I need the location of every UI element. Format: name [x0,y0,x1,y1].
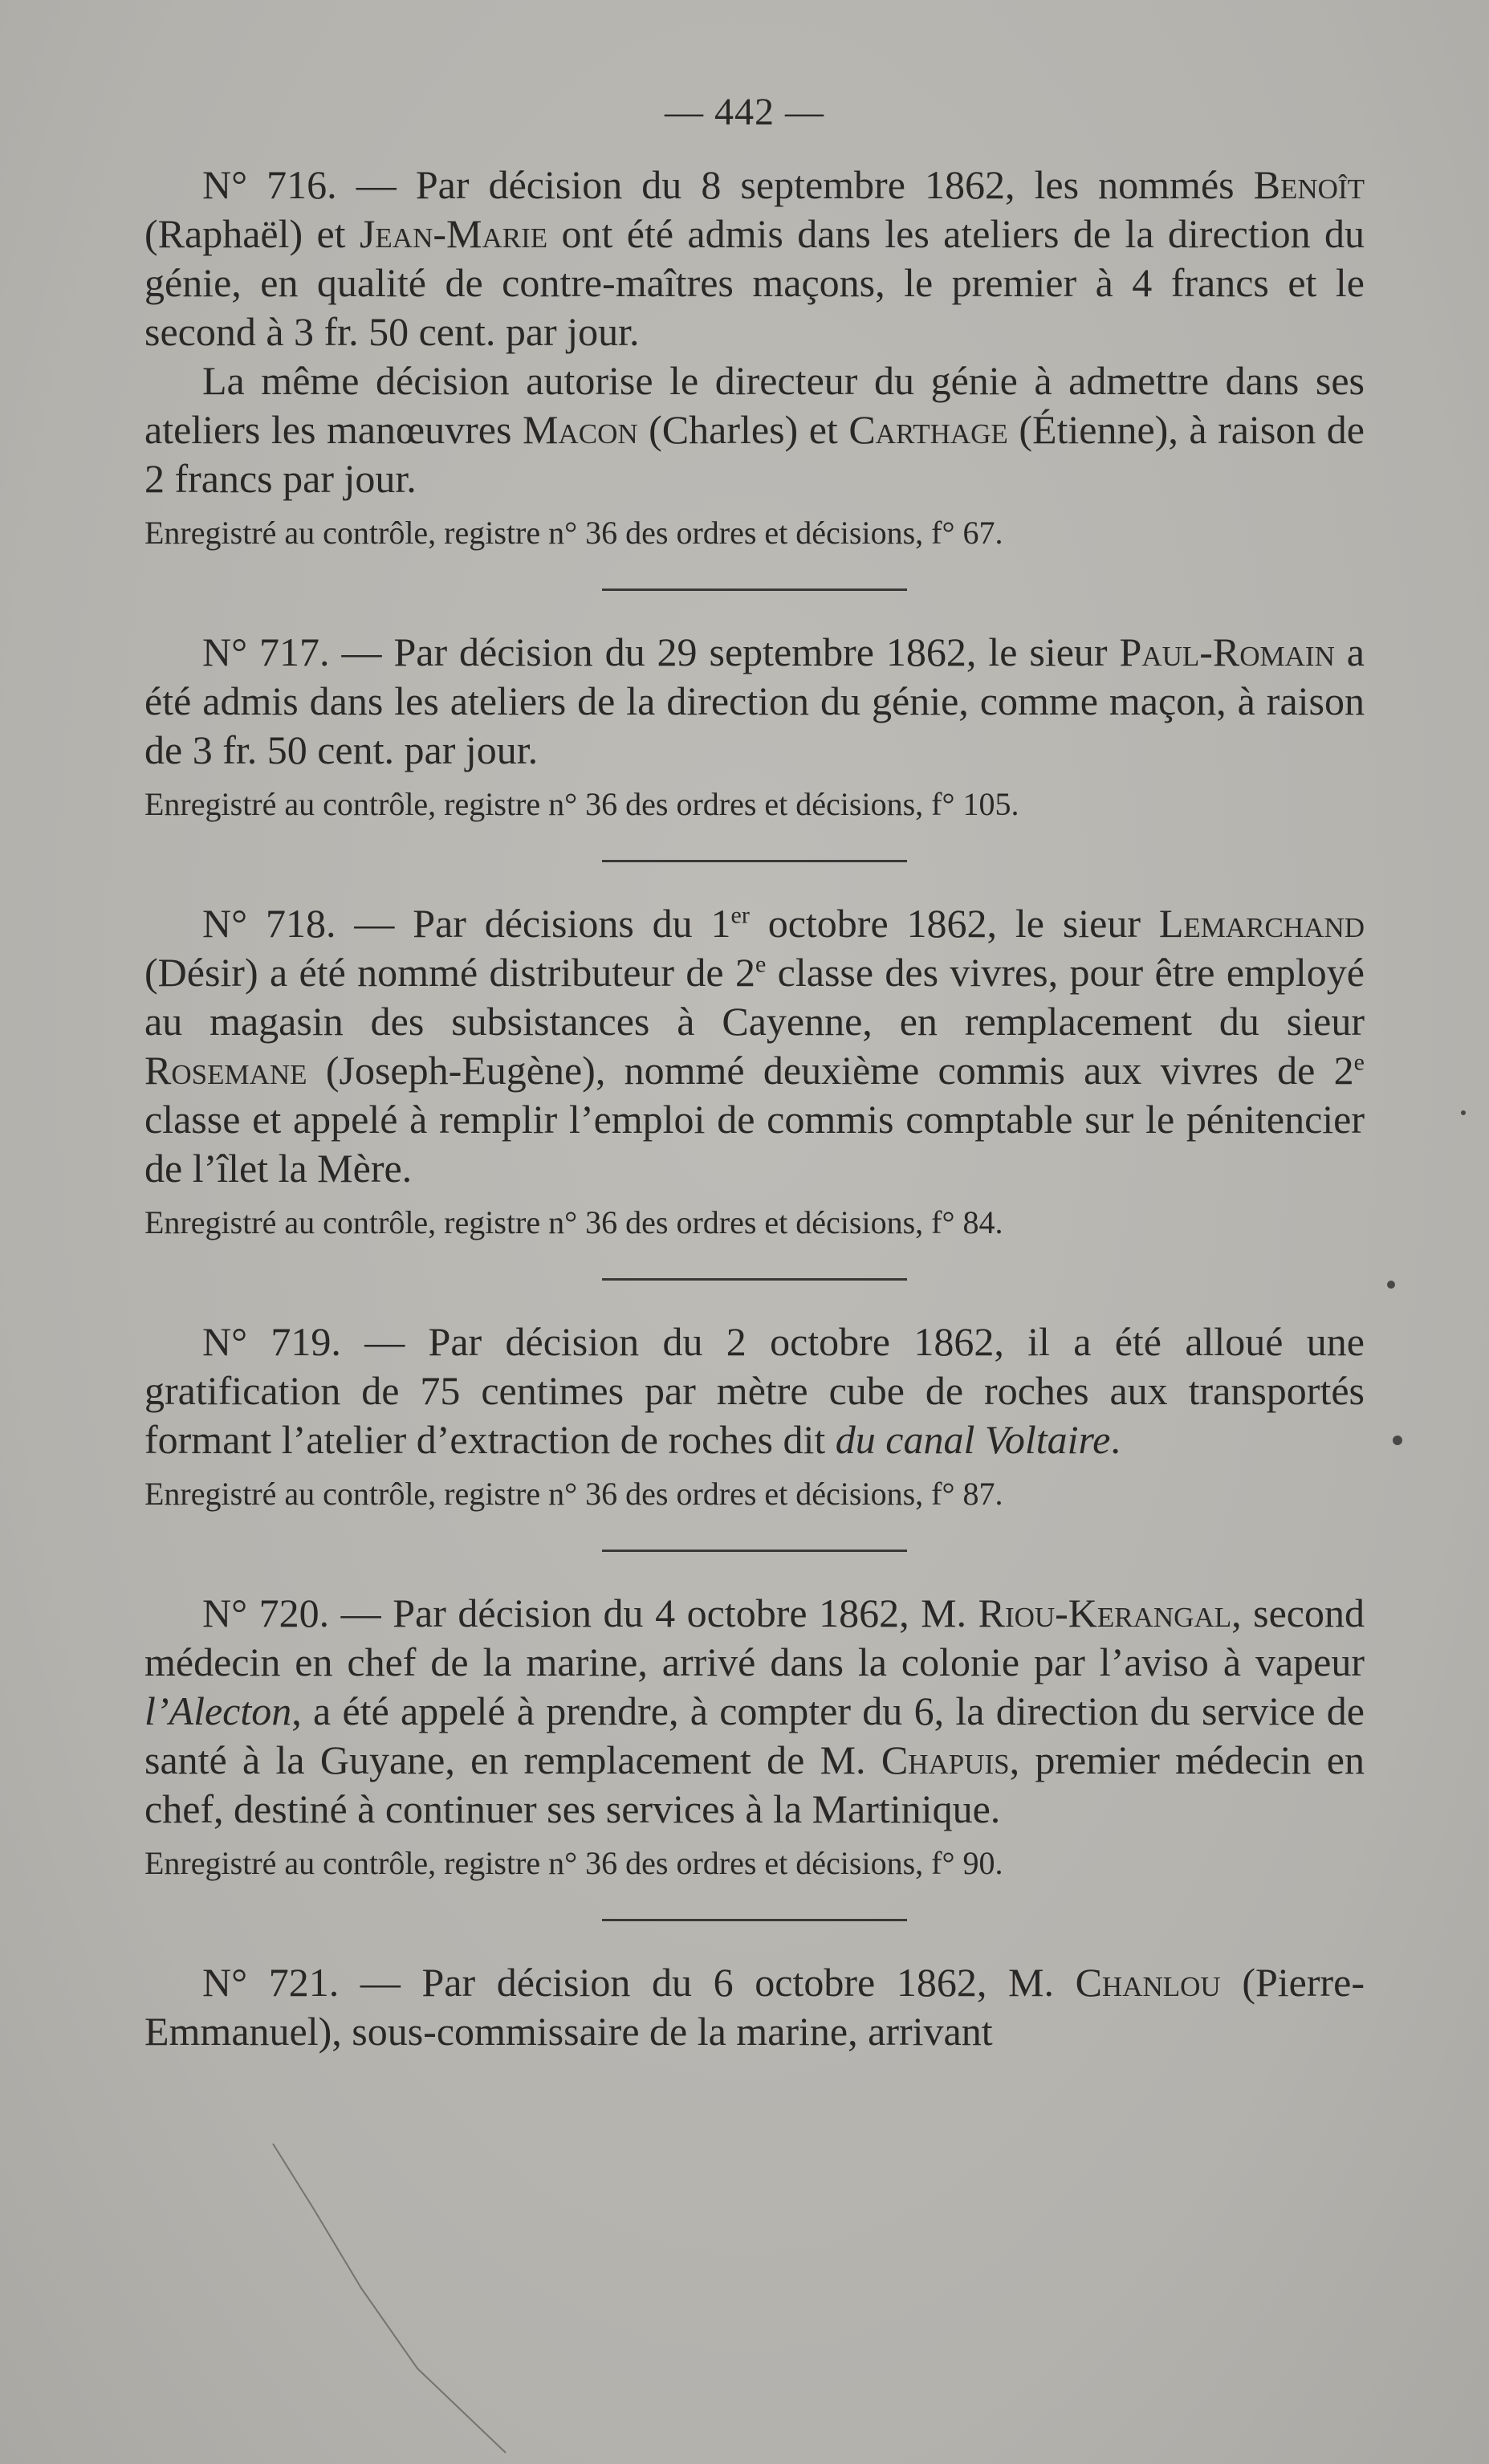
italic-text: du canal Voltaire [835,1417,1111,1462]
entry-text: La même décision autorise le directeur du génie à admettre dans ses ateliers les manœuvres Macon (Charles) et Carthage (Étienne), à raison de 2 francs par jour. [144,358,1365,501]
registration-note: Enregistré au contrôle, registre n° 36 des ordres et décisions, f° 67. [144,515,1003,551]
decision-entry-717 [144,628,1365,825]
scan-speck [1461,1110,1466,1115]
entry-paragraph [144,356,1365,503]
entry-paragraph [144,1589,1365,1834]
registration-note: Enregistré au contrôle, registre n° 36 des ordres et décisions, f° 90. [144,1845,1003,1881]
entry-paragraph [144,1318,1365,1464]
entry-paragraph [144,628,1365,775]
separator-rule [602,860,907,862]
person-name: Chapuis [881,1737,1010,1782]
person-name: Jean-Marie [359,211,548,256]
registration-note: Enregistré au contrôle, registre n° 36 des ordres et décisions, f° 105. [144,786,1019,822]
entry-text: — Par décision du 4 octobre 1862, M. Riou-Kerangal, second médecin en chef de la marine, arrivé dans la colonie par l’aviso à vapeur l’Alecton, a été appelé à prendre, à compter du 6, la direction du service de santé à la Guyane, en remplacement de M. Chapuis, premier médecin en chef, destiné à continuer ses services à la Martinique. [144,1590,1365,1831]
decision-entry-718 [144,899,1365,1243]
entry-paragraph [144,1958,1365,2056]
ordinal-suffix: e [755,951,767,978]
separator-rule [602,1919,907,1921]
entry-text: — Par décision du 8 septembre 1862, les nommés Benoît (Raphaël) et Jean-Marie ont été admis dans les ateliers de la direction du génie, en qualité de contre-maîtres maçons, le premier à 4 francs et le second à 3 fr. 50 cent. par jour. [144,162,1365,354]
person-name: Rosemane [144,1048,307,1093]
text-column [144,161,1365,2056]
decision-entry-719 [144,1318,1365,1514]
person-name: Chanlou [1075,1960,1221,2005]
registration-note: Enregistré au contrôle, registre n° 36 des ordres et décisions, f° 84. [144,1204,1003,1240]
entry-number: N° 719. [202,1319,341,1364]
ordinal-suffix: e [1353,1049,1365,1076]
person-name: Carthage [848,407,1008,452]
scan-speck [1393,1436,1402,1445]
entry-number: N° 718. [202,901,336,946]
italic-text: l’Alecton [144,1688,292,1733]
decision-entry-716 [144,161,1365,553]
entry-text: — Par décision du 2 octobre 1862, il a été alloué une gratification de 75 centimes par mètre cube de roches aux transportés formant l’atelier d’extraction de roches dit du canal Voltaire. [144,1319,1365,1462]
registration-note: Enregistré au contrôle, registre n° 36 des ordres et décisions, f° 87. [144,1476,1003,1512]
person-name: Paul-Romain [1119,629,1335,674]
separator-rule [602,1550,907,1552]
entry-number: N° 716. [202,162,337,207]
decision-entry-721 [144,1958,1365,2056]
person-name: Riou-Kerangal [978,1590,1232,1635]
entry-number: N° 717. [202,629,330,674]
separator-rule [602,589,907,591]
person-name: Macon [522,407,638,452]
entry-number: N° 720. [202,1590,330,1635]
entry-number: N° 721. [202,1960,340,2005]
entry-paragraph [144,161,1365,356]
page-number: — 442 — [665,91,824,133]
person-name: Lemarchand [1158,901,1365,946]
entry-text: — Par décisions du 1er octobre 1862, le sieur Lemarchand (Désir) a été nommé distributeur de 2e classe des vivres, pour être employé au magasin des subsistances à Cayenne, en remplacement du sieur Rosemane (Joseph-Eugène), nommé deuxième commis aux vivres de 2e classe et appelé à remplir l’emploi de commis comptable sur le pénitencier de l’îlet la Mère. [144,901,1365,1191]
scan-speck [1387,1281,1395,1289]
entry-paragraph [144,899,1365,1193]
scan-scratch-mark [265,2136,522,2457]
person-name: Benoît [1253,162,1365,207]
ordinal-suffix: er [730,902,750,929]
separator-rule [602,1278,907,1281]
entry-text: — Par décision du 6 octobre 1862, M. Chanlou (Pierre-Emmanuel), sous-commissaire de la marine, arrivant [144,1960,1365,2054]
entry-text: — Par décision du 29 septembre 1862, le sieur Paul-Romain a été admis dans les ateliers de la direction du génie, comme maçon, à raison de 3 fr. 50 cent. par jour. [144,629,1365,772]
decision-entry-720 [144,1589,1365,1884]
